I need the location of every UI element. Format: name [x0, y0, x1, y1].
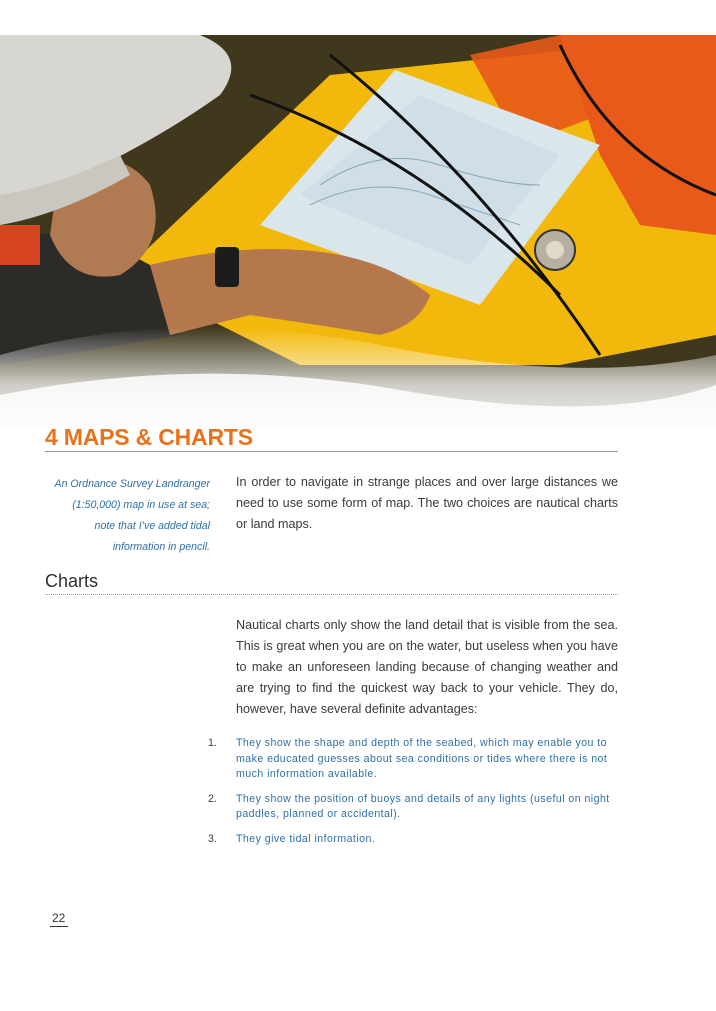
body-paragraph: Nautical charts only show the land detail that is visible from the sea. This is great when you are on the water, but useless when you have to make an unforeseen landing because of changing weather and are trying to find the quickest way back to your vehicle. They do, however, have several definite advantages:: [236, 618, 618, 716]
photo-caption: [30, 474, 210, 558]
caption-line: note that I’ve added tidal: [94, 520, 210, 532]
map-in-use-photo: [0, 35, 716, 455]
chapter-title: 4 MAPS & CHARTS: [45, 424, 253, 450]
page-number: 22: [50, 911, 68, 927]
title-rule: [45, 451, 618, 452]
list-text: They show the position of buoys and details of any lights (useful on night paddles, planned or accidental).: [236, 792, 610, 820]
caption-line: An Ordnance Survey Landranger: [54, 478, 210, 490]
photo-illustration: [0, 35, 716, 455]
wristwatch: [215, 247, 239, 287]
list-number: 2.: [208, 792, 217, 805]
list-text: They show the shape and depth of the seabed, which may enable you to make educated guesses about sea conditions or tides where there is not much information available.: [236, 737, 608, 780]
advantages-list: [200, 736, 620, 856]
list-item: [200, 736, 620, 783]
list-text: They give tidal information.: [236, 832, 376, 845]
list-number: 3.: [208, 832, 217, 845]
intro-paragraph: In order to navigate in strange places and over large distances we need to use some form of map. The two choices are nautical charts or land maps.: [236, 475, 618, 531]
section-heading: Charts: [45, 571, 99, 591]
caption-line: (1:50,000) map in use at sea;: [72, 499, 210, 511]
list-number: 1.: [208, 737, 217, 749]
list-item: [200, 832, 620, 848]
caption-line: information in pencil.: [112, 541, 210, 553]
section-rule: [45, 594, 618, 595]
list-item: [200, 792, 620, 823]
